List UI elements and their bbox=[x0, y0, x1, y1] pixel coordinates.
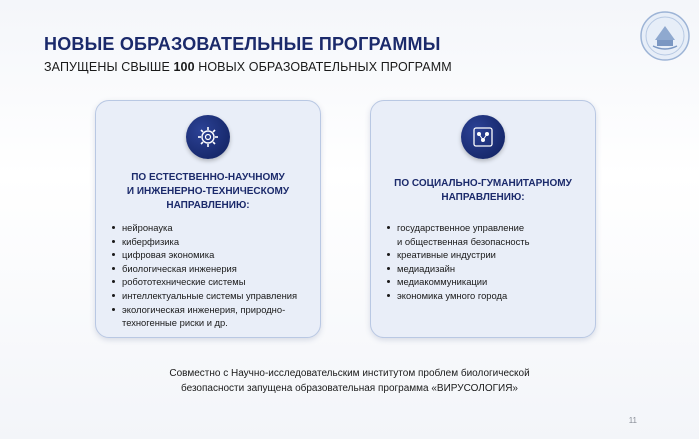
list-item: интеллектуальные системы управления bbox=[110, 289, 315, 303]
list-item: робототехнические системы bbox=[110, 275, 315, 289]
subtitle-number: 100 bbox=[173, 60, 195, 74]
university-emblem-icon bbox=[639, 10, 691, 62]
list-item: биологическая инженерия bbox=[110, 262, 315, 276]
subtitle-text-pre: ЗАПУЩЕНЫ СВЫШЕ bbox=[44, 60, 174, 74]
footer-note bbox=[0, 366, 699, 396]
card-heading: ПО ЕСТЕСТВЕННО-НАУЧНОМУ И ИНЖЕНЕРНО-ТЕХНИЧЕСКОМУ НАПРАВЛЕНИЮ: bbox=[126, 172, 290, 211]
list-item: государственное управление bbox=[385, 221, 590, 235]
subtitle-text-post: НОВЫХ ОБРАЗОВАТЕЛЬНЫХ ПРОГРАММ bbox=[194, 60, 452, 74]
list-item: техногенные риски и др. bbox=[122, 317, 228, 329]
program-list bbox=[385, 221, 590, 303]
list-item: медиакоммуникации bbox=[385, 275, 590, 289]
gear-brain-icon bbox=[186, 115, 230, 159]
page-number: 11 bbox=[628, 416, 637, 425]
slide-subtitle bbox=[44, 60, 452, 74]
list-item: экономика умного города bbox=[385, 289, 590, 303]
slide-title: НОВЫЕ ОБРАЗОВАТЕЛЬНЫЕ ПРОГРАММЫ bbox=[44, 34, 441, 54]
list-item: экологическая инженерия, природно- bbox=[110, 303, 315, 317]
footer-line: Совместно с Научно-исследовательским институтом проблем биологической bbox=[169, 368, 530, 379]
humanities-card bbox=[370, 100, 596, 338]
people-network-icon bbox=[461, 115, 505, 159]
list-item: нейронаука bbox=[110, 221, 315, 235]
list-item: цифровая экономика bbox=[110, 248, 315, 262]
list-item: креативные индустрии bbox=[385, 248, 590, 262]
list-item: и общественная безопасность bbox=[397, 235, 530, 247]
list-item: киберфизика bbox=[110, 235, 315, 249]
program-list bbox=[110, 221, 315, 330]
natural-science-card bbox=[95, 100, 321, 338]
card-heading: ПО СОЦИАЛЬНО-ГУМАНИТАРНОМУ НАПРАВЛЕНИЮ: bbox=[394, 178, 572, 203]
footer-line: безопасности запущена образовательная программа «ВИРУСОЛОГИЯ» bbox=[180, 383, 518, 394]
list-item: медиадизайн bbox=[385, 262, 590, 276]
